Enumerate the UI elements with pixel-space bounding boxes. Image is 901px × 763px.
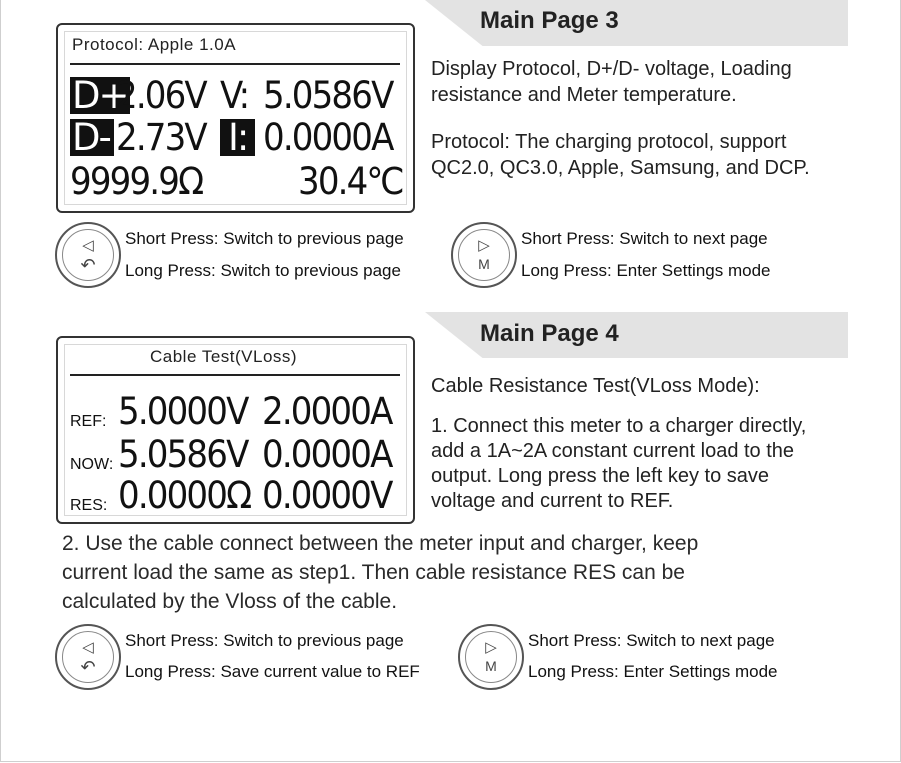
lcd-i-value: 0.0000A (263, 116, 393, 159)
lcd-dm-value: 2.73V (116, 116, 206, 159)
menu-m-icon: M (485, 658, 497, 674)
lcd-cable-test-header: Cable Test(VLoss) (150, 347, 298, 366)
page3-back-button[interactable] (55, 222, 121, 288)
page4-back-button[interactable] (55, 624, 121, 690)
page3-left-long-press: Long Press: Switch to previous page (125, 261, 401, 280)
return-icon: ↶ (80, 657, 96, 677)
lcd-ref-label: REF: (70, 413, 107, 430)
back-arrow-icon: ◁ (82, 639, 94, 656)
return-icon: ↶ (80, 255, 96, 275)
play-arrow-icon: ▷ (485, 639, 497, 656)
lcd-now-current: 0.0000A (262, 433, 392, 476)
lcd-divider (70, 63, 400, 65)
lcd-res-ohm: 0.0000Ω (118, 474, 251, 517)
page4-title: Main Page 4 (480, 320, 619, 347)
step1-line: add a 1A~2A constant current load to the (431, 440, 795, 462)
page4-step1 (431, 414, 806, 514)
lcd-i-label: I: (220, 119, 255, 156)
page4-lcd-screen (56, 336, 415, 524)
play-arrow-icon: ▷ (478, 237, 490, 254)
lcd-v-value: 5.0586V (263, 74, 393, 117)
step2-line: current load the same as step1. Then cable resistance RES can be (62, 561, 685, 584)
lcd-res-label: RES: (70, 497, 108, 514)
page4-right-long-press: Long Press: Enter Settings mode (528, 662, 778, 681)
menu-m-icon: M (478, 256, 490, 272)
page3-desc-2 (431, 129, 810, 181)
lcd-divider (70, 374, 400, 376)
lcd-ref-voltage: 5.0000V (118, 390, 248, 433)
back-arrow-icon: ◁ (82, 237, 94, 254)
desc-line: Display Protocol, D+/D- voltage, Loading (431, 58, 792, 80)
step1-line: voltage and current to REF. (431, 490, 674, 512)
page3-lcd-screen (56, 23, 415, 213)
lcd-v-label: V: (220, 74, 249, 117)
page3-right-short-press: Short Press: Switch to next page (521, 229, 768, 248)
page3-right-long-press: Long Press: Enter Settings mode (521, 261, 771, 280)
lcd-now-label: NOW: (70, 456, 114, 473)
page4-right-short-press: Short Press: Switch to next page (528, 631, 775, 650)
page3-title: Main Page 3 (480, 7, 619, 34)
page4-step2 (62, 529, 698, 616)
step1-line: output. Long press the left key to save (431, 465, 769, 487)
step2-line: calculated by the Vloss of the cable. (62, 590, 398, 613)
desc-line: Protocol: The charging protocol, support (431, 131, 787, 153)
lcd-dm-label: D- (70, 119, 114, 156)
step1-line: 1. Connect this meter to a charger directly, (431, 415, 807, 437)
step2-line: 2. Use the cable connect between the meter input and charger, keep (62, 532, 699, 555)
desc-line: resistance and Meter temperature. (431, 84, 737, 106)
page3-menu-button[interactable] (451, 222, 517, 288)
desc-line: QC2.0, QC3.0, Apple, Samsung, and DCP. (431, 157, 810, 179)
page3-left-short-press: Short Press: Switch to previous page (125, 229, 404, 248)
lcd-protocol-header: Protocol: Apple 1.0A (72, 35, 237, 54)
page3-desc-1 (431, 56, 792, 108)
lcd-res-voltage: 0.0000V (262, 474, 392, 517)
page4-desc-title: Cable Resistance Test(VLoss Mode): (431, 375, 760, 397)
lcd-temperature: 30.4℃ (298, 160, 403, 203)
page4-left-long-press: Long Press: Save current value to REF (125, 662, 420, 681)
lcd-now-voltage: 5.0586V (118, 433, 248, 476)
lcd-dp-value: 2.06V (116, 74, 206, 117)
page4-left-short-press: Short Press: Switch to previous page (125, 631, 404, 650)
lcd-resistance: 9999.9Ω (70, 160, 203, 203)
lcd-ref-current: 2.0000A (262, 390, 392, 433)
page4-menu-button[interactable] (458, 624, 524, 690)
lcd-dp-label: D+ (72, 74, 128, 117)
